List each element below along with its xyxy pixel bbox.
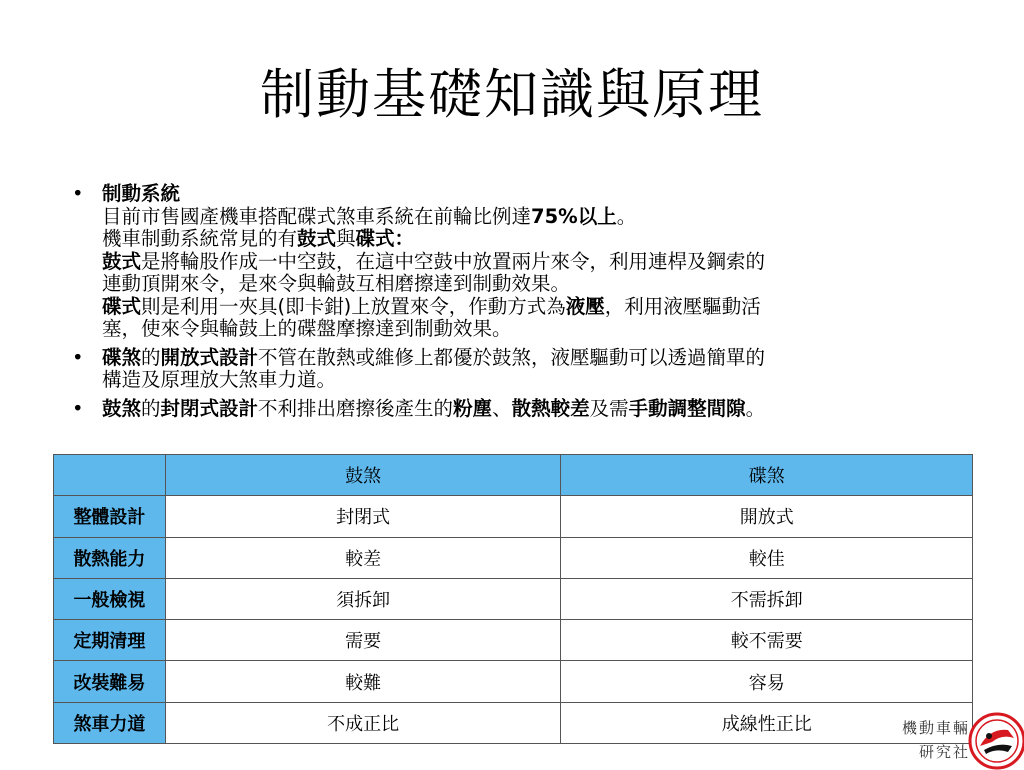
text-line [102,228,977,251]
table-row [54,496,973,537]
text-segment-bold: 碟式： [355,227,415,250]
slide-content [72,183,977,426]
cell-drum: 需要 [165,620,561,661]
table-header-disc: 碟煞 [561,455,973,496]
org-name-line1: 機動車輛 [901,719,970,737]
text-segment: ，利用液壓驅動活 [604,294,761,318]
cell-disc: 較佳 [561,537,973,578]
text-segment: 及需 [589,396,629,420]
text-line [102,206,977,229]
org-name-line2: 研究社 [918,743,970,761]
cell-drum: 較差 [165,537,561,578]
text-segment-bold: 散熱較差 [511,396,590,420]
text-segment-bold: 75%以上 [531,204,617,228]
cell-disc: 不需拆卸 [561,578,973,619]
text-line [102,296,977,319]
row-label: 一般檢視 [54,578,166,619]
text-segment: 則是利用一夾具(即卡鉗)上放置來令，作動方式為 [141,294,566,318]
text-segment: 機車制動系統常見的有 [102,227,298,250]
row-label: 散熱能力 [54,537,166,578]
text-segment-bold: 開放式設計 [160,345,259,369]
cell-disc: 成線性正比 [561,702,973,743]
row-label: 整體設計 [54,496,166,537]
cell-disc: 開放式 [561,496,973,537]
table-row [54,537,973,578]
text-segment: 目前市售國產機車搭配碟式煞車系統在前輪比例達 [102,204,532,228]
text-segment: 與 [336,227,356,250]
cell-disc: 較不需要 [561,620,973,661]
text-segment-bold: 封閉式設計 [160,396,259,420]
text-segment: 的 [141,396,161,420]
club-logo-icon [968,712,1024,770]
org-name [890,716,970,764]
text-segment: 。 [616,204,637,228]
table-row [54,702,973,743]
table-header-drum: 鼓煞 [165,455,561,496]
text-segment: 不管在散熱或維修上都優於鼓煞，液壓驅動可以透過簡單的 [258,345,766,369]
text-line [102,251,977,274]
text-segment-bold: 鼓式 [102,249,142,273]
table-row [54,661,973,702]
text-segment: 的 [141,345,161,369]
text-segment-bold: 碟式 [102,294,142,318]
table-row [54,578,973,619]
row-label: 煞車力道 [54,702,166,743]
bullet-disc-brake [72,347,977,392]
text-segment-bold: 碟煞 [102,345,142,369]
cell-disc: 容易 [561,661,973,702]
text-segment: 不利排出磨擦後產生的 [258,396,454,420]
table-header-empty [54,455,166,496]
text-segment-bold: 手動調整間隙 [628,396,746,420]
text-segment-bold: 粉塵 [453,396,493,420]
bullet-heading: • 制動系統 [102,182,181,205]
text-line: 塞，使來令與輪鼓上的碟盤摩擦達到制動效果。 [102,317,512,340]
bullet-drum-brake [72,398,977,421]
cell-drum: 不成正比 [165,702,561,743]
row-label: 改裝難易 [54,661,166,702]
text-line: 連動頂開來令，是來令與輪鼓互相磨擦達到制動效果。 [102,272,571,295]
text-segment: 。 [745,396,766,420]
row-label: 定期清理 [54,620,166,661]
text-segment-bold: 鼓式 [297,227,337,250]
text-segment-bold: 鼓煞 [102,396,142,420]
cell-drum: 較難 [165,661,561,702]
text-segment: 是將輪股作成一中空鼓，在這中空鼓中放置兩片來令，利用連桿及鋼索的 [141,249,766,273]
text-segment-bold: 液壓 [565,294,605,318]
slide-title: 制動基礎知識與原理 [260,63,764,126]
cell-drum: 須拆卸 [165,578,561,619]
text-segment: 、 [492,396,512,420]
table-row [54,620,973,661]
table-header-row [54,455,973,496]
comparison-table [53,454,973,744]
bullet-braking-system [72,183,977,341]
cell-drum: 封閉式 [165,496,561,537]
text-line: 構造及原理放大煞車力道。 [102,368,337,391]
